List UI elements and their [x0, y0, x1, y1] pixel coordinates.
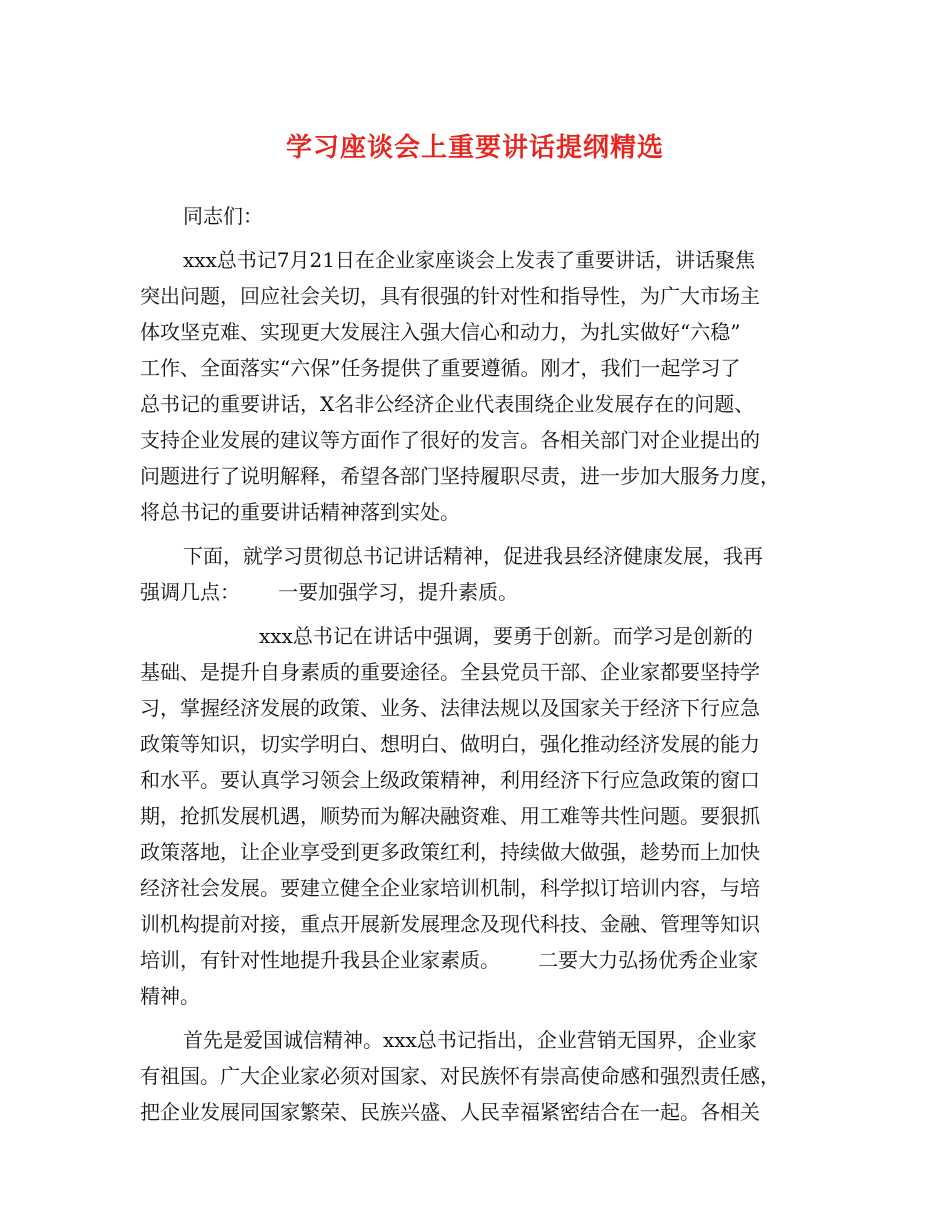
text-line: 政策落地，让企业享受到更多政策红利，持续做大做强，趁势而上加快 [140, 840, 760, 864]
text-line: xxx总书记在讲话中强调，要勇于创新。而学习是创新的 [259, 624, 753, 648]
document-title: 学习座谈会上重要讲话提纲精选 [285, 133, 664, 163]
text-line: 训机构提前对接，重点开展新发展理念及现代科技、金融、管理等知识 [140, 912, 760, 936]
text-line: 经济社会发展。要建立健全企业家培训机制，科学拟订培训内容，与培 [140, 876, 760, 900]
text-line: 工作、全面落实“六保”任务提供了重要遵循。刚才，我们一起学习了 [140, 356, 741, 380]
paragraph-3 [140, 618, 820, 1014]
text-line: 有祖国。广大企业家必须对国家、对民族怀有崇高使命感和强烈责任感， [140, 1064, 780, 1088]
text-line: 支持企业发展的建议等方面作了很好的发言。各相关部门对企业提出的 [140, 428, 760, 452]
document-body [140, 198, 820, 1138]
text-line: 体攻坚克难、实现更大发展注入强大信心和动力，为扎实做好“六稳” [140, 320, 741, 344]
text-line: 精神。 [140, 984, 200, 1008]
text-line: 政策等知识，切实学明白、想明白、做明白，强化推动经济发展的能力 [140, 732, 760, 756]
text-line: 问题进行了说明解释，希望各部门坚持履职尽责，进一步加大服务力度， [140, 464, 780, 488]
text-line: 培训，有针对性地提升我县企业家素质。 二要大力弘扬优秀企业家 [140, 948, 759, 972]
text-line: 和水平。要认真学习领会上级政策精神，利用经济下行应急政策的窗口 [140, 768, 760, 792]
text-line: 基础、是提升自身素质的重要途径。全县党员干部、企业家都要坚持学 [140, 660, 760, 684]
greeting-line: 同志们： [183, 204, 263, 228]
text-line: 下面，就学习贯彻总书记讲话精神，促进我县经济健康发展，我再 [183, 544, 763, 568]
text-line: 将总书记的重要讲话精神落到实处。 [140, 500, 460, 524]
text-line: 总书记的重要讲话，X名非公经济企业代表围绕企业发展存在的问题、 [140, 392, 755, 416]
text-line: 首先是爱国诚信精神。xxx总书记指出，企业营销无国界，企业家 [183, 1028, 757, 1052]
text-line: 强调几点： 一要加强学习，提升素质。 [140, 580, 519, 604]
text-line: 把企业发展同国家繁荣、民族兴盛、人民幸福紧密结合在一起。各相关 [140, 1100, 760, 1124]
paragraph-1 [140, 242, 820, 530]
paragraph-4 [140, 1022, 820, 1130]
text-line: xxx总书记7月21日在企业家座谈会上发表了重要讲话，讲话聚焦 [183, 248, 756, 272]
text-line: 期，抢抓发展机遇，顺势而为解决融资难、用工难等共性问题。要狠抓 [140, 804, 760, 828]
paragraph-2 [140, 538, 820, 610]
text-line: 突出问题，回应社会关切，具有很强的针对性和指导性，为广大市场主 [140, 284, 760, 308]
greeting-paragraph [140, 198, 820, 234]
text-line: 习，掌握经济发展的政策、业务、法律法规以及国家关于经济下行应急 [140, 696, 760, 720]
